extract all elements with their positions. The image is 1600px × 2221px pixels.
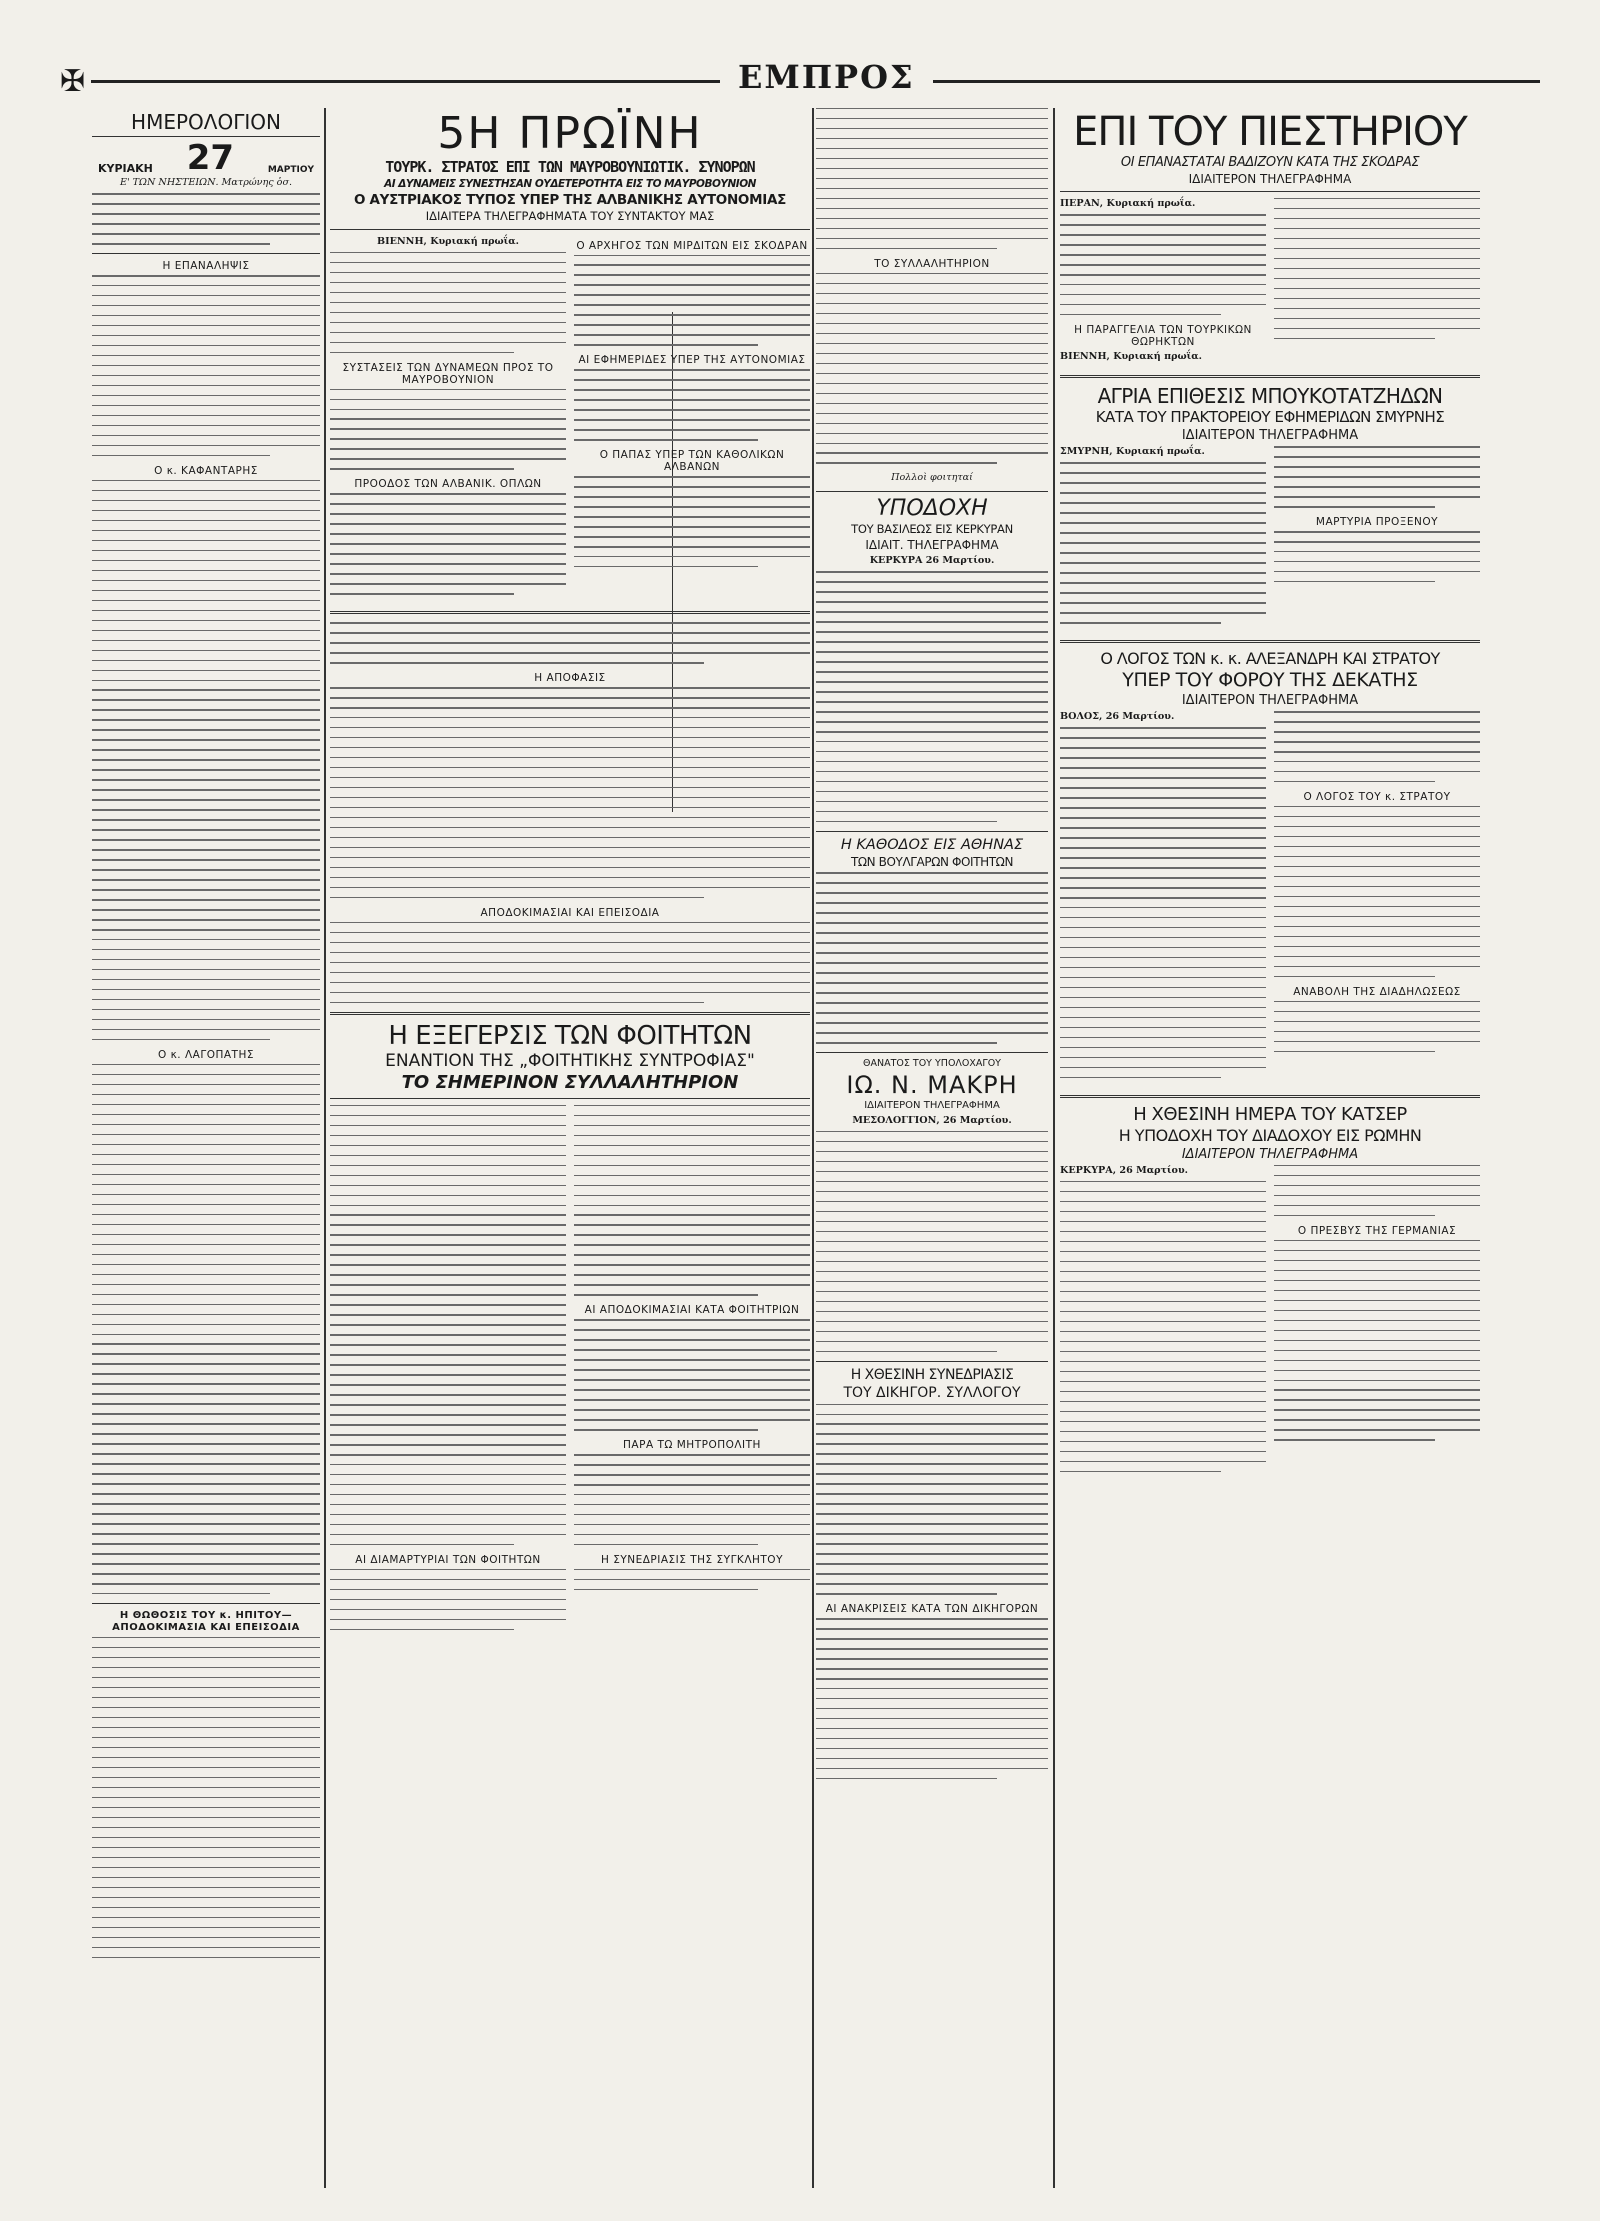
subheadline: ΘΑΝΑΤΟΣ ΤΟΥ ΥΠΟΛΟΧΑΓΟΥ (863, 1058, 1001, 1070)
section-heading: Η ΣΥΝΕΔΡΙΑΣΙΣ ΤΗΣ ΣΥΓΚΛΗΤΟΥ (600, 1554, 783, 1566)
article-text (1060, 214, 1266, 315)
headline: Η ΚΑΘΟΔΟΣ ΕΙΣ ΑΘΗΝΑΣ (840, 836, 1024, 853)
headline: Ο ΛΟΓΟΣ ΤΩΝ κ. κ. ΑΛΕΞΑΝΔΡΗ ΚΑΙ ΣΤΡΑΤΟΥ (1100, 649, 1440, 669)
article-text (574, 1105, 810, 1296)
section-heading: Ο ΠΑΠΑΣ ΥΠΕΡ ΤΩΝ ΚΑΘΟΛΙΚΩΝ ΑΛΒΑΝΩΝ (599, 449, 785, 474)
section-heading: ΑΙ ΕΦΗΜΕΡΙΔΕΣ ΥΠΕΡ ΤΗΣ ΑΥΤΟΝΟΜΙΑΣ (578, 354, 806, 367)
two-column-block (330, 236, 810, 604)
column-divider (324, 108, 326, 2188)
article-text (330, 1569, 566, 1630)
article-text (1274, 1001, 1480, 1052)
section-heading: ΑΠΟΔΟΚΙΜΑΣΙΑΙ ΚΑΙ ΕΠΕΙΣΟΔΙΑ (480, 906, 660, 919)
subheadline: ΙΔΙΑΙΤ. ΤΗΛΕΓΡΑΦΗΜΑ (865, 538, 999, 553)
headline: Η ΧΘΕΣΙΝΗ ΗΜΕΡΑ ΤΟΥ ΚΑΤΣΕΡ (1133, 1103, 1407, 1125)
subheadline: ΤΟΥ ΒΑΣΙΛΕΩΣ ΕΙΣ ΚΕΡΚΥΡΑΝ (851, 521, 1013, 536)
section-heading: ΣΥΣΤΑΣΕΙΣ ΤΩΝ ΔΥΝΑΜΕΩΝ ΠΡΟΣ ΤΟ ΜΑΥΡΟΒΟΥΝΙΟΝ (342, 361, 554, 386)
subcolumn-left (1060, 446, 1266, 632)
subheadline: ΙΔΙΑΙΤΕΡΑ ΤΗΛΕΓΡΑΦΗΜΑΤΑ ΤΟΥ ΣΥΝΤΑΚΤΟΥ ΜΑΣ (425, 209, 715, 223)
article-text (330, 252, 566, 353)
article-text (1274, 1240, 1480, 1441)
section-heading: Η ΘΩΘΟΣΙΣ ΤΟΥ κ. ΗΠΙΤΟΥ—ΑΠΟΔΟΚΙΜΑΣΙΑ ΚΑΙ ΕΠΕΙΣΟΔΙΑ (112, 1610, 300, 1634)
headline: ΤΟΥΡΚ. ΣΤΡΑΤΟΣ ΕΠΙ ΤΩΝ ΜΑΥΡΟΒΟΥΝΙΩΤΙΚ. ΣΥΝΟΡΩΝ (385, 158, 755, 176)
calendar-date (98, 138, 314, 178)
section-heading: ΤΟ ΣΥΛΛΑΛΗΤΗΡΙΟΝ (874, 257, 990, 270)
headline: Η ΧΘΕΣΙΝΗ ΣΥΝΕΔΡΙΑΣΙΣ (850, 1366, 1014, 1383)
section-heading: ΑΝΑΒΟΛΗ ΤΗΣ ΔΙΑΔΗΛΩΣΕΩΣ (1293, 985, 1461, 998)
subheadline: Ο ΑΥΣΤΡΙΑΚΟΣ ΤΥΠΟΣ ΥΠΕΡ ΤΗΣ ΑΛΒΑΝΙΚΗΣ ΑΥΤΟΝΟΜΙΑΣ (353, 191, 787, 208)
section-heading: ΠΡΟΟΔΟΣ ΤΩΝ ΑΛΒΑΝΙΚ. ΟΠΛΩΝ (354, 478, 542, 491)
subheadline: Η ΥΠΟΔΟΧΗ ΤΟΥ ΔΙΑΔΟΧΟΥ ΕΙΣ ΡΩΜΗΝ (1118, 1125, 1422, 1145)
section-heading: Η ΕΠΑΝΑΛΗΨΙΣ (162, 260, 250, 273)
subcolumn-left (330, 236, 566, 604)
article-text (330, 622, 810, 663)
article-text (330, 1105, 566, 1546)
article-text (92, 1637, 320, 1958)
column-divider (1053, 108, 1055, 2188)
subheadline: ΙΔΙΑΙΤΕΡΟΝ ΤΗΛΕΓΡΑΦΗΜΑ (1181, 428, 1359, 444)
article-text (1274, 446, 1480, 507)
subheadline: ΙΔΙΑΙΤΕΡΟΝ ΤΗΛΕΓΡΑΦΗΜΑ (1181, 1146, 1359, 1162)
headline: ΙΩ. Ν. ΜΑΚΡΗ (846, 1070, 1018, 1099)
section-heading: Η ΑΠΟΦΑΣΙΣ (534, 672, 606, 685)
subcolumn-left (1060, 711, 1266, 1087)
article-text (574, 1454, 810, 1545)
article-text (574, 476, 810, 567)
section-heading: ΑΙ ΑΝΑΚΡΙΣΕΙΣ ΚΑΤΑ ΤΩΝ ΔΙΚΗΓΟΡΩΝ (825, 1603, 1039, 1616)
dateline: ΒΙΕΝΝΗ, Κυριακή πρωΐα. (377, 235, 519, 247)
section-heading: Ο κ. ΚΑΦΑΝΤΑΡΗΣ (154, 464, 258, 477)
section-heading: ΠΑΡΑ ΤΩ ΜΗΤΡΟΠΟΛΙΤΗ (623, 1439, 761, 1452)
headline: ΥΠΟΔΟΧΗ (876, 495, 988, 521)
dateline: ΜΕΣΟΛΟΓΓΙΟΝ, 26 Μαρτίου. (852, 1114, 1012, 1126)
article-text (574, 1569, 810, 1590)
subheadline: ΚΑΤΑ ΤΟΥ ΠΡΑΚΤΟΡΕΙΟΥ ΕΦΗΜΕΡΙΔΩΝ ΣΜΥΡΝΗΣ (1095, 408, 1445, 427)
article-text (1274, 711, 1480, 782)
section-heading: Ο κ. ΛΑΓΟΠΑΤΗΣ (158, 1048, 254, 1061)
calendar-month: ΜΑΡΤΙΟΥ (267, 165, 314, 175)
article-text (92, 275, 320, 456)
subheadline: ΤΟΥ ΔΙΚΗΓΟΡ. ΣΥΛΛΟΓΟΥ (843, 1384, 1021, 1401)
subcolumn-right (1274, 198, 1480, 367)
two-column-block (330, 1105, 810, 1639)
subcolumn-right (574, 1105, 810, 1639)
article-text (1274, 806, 1480, 977)
article-text (816, 1131, 1048, 1352)
article-text (816, 872, 1048, 1043)
two-column-block (1060, 198, 1480, 367)
headline: 5Η ΠΡΩΪΝΗ (437, 108, 703, 159)
subheadline: ΕΝΑΝΤΙΟΝ ΤΗΣ „ΦΟΙΤΗΤΙΚΗΣ ΣΥΝΤΡΟΦΙΑΣ" (385, 1050, 755, 1071)
dateline: ΠΕΡΑΝ, Κυριακή πρωΐα. (1060, 198, 1196, 209)
column-4 (1060, 108, 1480, 2188)
masthead (60, 58, 1540, 99)
subheadline: ΑΙ ΔΥΝΑΜΕΙΣ ΣΥΝΕΣΤΗΣΑΝ ΟΥΔΕΤΕΡΟΤΗΤΑ ΕΙΣ ΤΟ ΜΑΥΡΟΒΟΥΝΙΟΝ (384, 178, 756, 190)
article-text (816, 108, 1048, 249)
article-text (330, 922, 810, 1003)
section-heading: ΑΙ ΔΙΑΜΑΡΤΥΡΙΑΙ ΤΩΝ ΦΟΙΤΗΤΩΝ (355, 1553, 541, 1566)
two-column-block (1060, 711, 1480, 1087)
subcolumn-left (1060, 1165, 1266, 1481)
article-text (1274, 531, 1480, 582)
article-text (1274, 198, 1480, 339)
article-text (92, 193, 320, 244)
dateline: ΒΟΛΟΣ, 26 Μαρτίου. (1060, 711, 1175, 723)
dateline: ΒΙΕΝΝΗ, Κυριακή πρωΐα. (1060, 351, 1202, 363)
subheadline: ΙΔΙΑΙΤΕΡΟΝ ΤΗΛΕΓΡΑΦΗΜΑ (1188, 172, 1352, 186)
article-text (330, 687, 810, 898)
subcolumn-right (1274, 711, 1480, 1087)
subcolumn-right (1274, 446, 1480, 632)
article-text (574, 255, 810, 346)
subheadline: ΤΟ ΣΗΜΕΡΙΝΟΝ ΣΥΛΛΑΛΗΤΗΡΙΟΝ (401, 1071, 739, 1093)
calendar-subtitle: Ε' ΤΩΝ ΝΗΣΤΕΙΩΝ. Ματρώνης ὁσ. (119, 177, 293, 188)
article-text (330, 493, 566, 594)
article-text (574, 1319, 810, 1430)
section-heading: Ο ΛΟΓΟΣ ΤΟΥ κ. ΣΤΡΑΤΟΥ (1303, 791, 1451, 804)
section-heading: ΜΑΡΤΥΡΙΑ ΠΡΟΞΕΝΟΥ (1315, 516, 1439, 529)
article-text (816, 1404, 1048, 1595)
calendar-number: 27 (186, 138, 235, 178)
subcolumn-left (1060, 198, 1266, 367)
subcolumn-left (330, 1105, 566, 1639)
article-text (816, 571, 1048, 822)
newspaper-name: ΕΜΠΡΟΣ (720, 58, 933, 96)
article-text (92, 480, 320, 1041)
dateline: ΚΕΡΚΥΡΑ, 26 Μαρτίου. (1060, 1164, 1188, 1176)
column-divider (812, 108, 814, 2188)
subheadline: ΙΔΙΑΙΤΕΡΟΝ ΤΗΛΕΓΡΑΦΗΜΑ (864, 1099, 1000, 1111)
section-heading: ΑΙ ΑΠΟΔΟΚΙΜΑΣΙΑΙ ΚΑΤΑ ΦΟΙΤΗΤΡΙΩΝ (584, 1304, 800, 1317)
column-1 (92, 108, 320, 2188)
subheadline: ΥΠΕΡ ΤΟΥ ΦΟΡΟΥ ΤΗΣ ΔΕΚΑΤΗΣ (1122, 669, 1418, 692)
article-text (1060, 462, 1266, 623)
signature-line: Πολλοὶ φοιτηταί (891, 472, 973, 484)
two-column-block (1060, 1165, 1480, 1481)
headline: ΑΓΡΙΑ ΕΠΙΘΕΣΙΣ ΜΠΟΥΚΟΤΑΤΖΗΔΩΝ (1097, 384, 1443, 409)
article-text (816, 1618, 1048, 1779)
section-heading: Η ΠΑΡΑΓΓΕΛΙΑ ΤΩΝ ΤΟΥΡΚΙΚΩΝ ΘΩΡΗΚΤΩΝ (1074, 324, 1252, 349)
two-column-block (1060, 446, 1480, 632)
calendar-heading: ΗΜΕΡΟΛΟΓΙΟΝ (92, 112, 320, 137)
dateline: ΣΜΥΡΝΗ, Κυριακή πρωΐα. (1060, 446, 1205, 458)
column-2 (330, 108, 810, 2188)
subcolumn-right (1274, 1165, 1480, 1481)
article-text (816, 273, 1048, 464)
dateline: ΚΕΡΚΥΡΑ 26 Μαρτίου. (869, 555, 995, 567)
column-3 (816, 108, 1048, 2188)
article-text (574, 369, 810, 440)
article-text (330, 389, 566, 470)
article-text (1060, 1181, 1266, 1472)
subheadline: ΙΔΙΑΙΤΕΡΟΝ ΤΗΛΕΓΡΑΦΗΜΑ (1181, 693, 1359, 709)
headline: Η ΕΞΕΓΕΡΣΙΣ ΤΩΝ ΦΟΙΤΗΤΩΝ (388, 1020, 752, 1051)
ornament-icon: ✠ (60, 64, 91, 99)
subheadline: ΟΙ ΕΠΑΝΑΣΤΑΤΑΙ ΒΑΔΙΖΟΥΝ ΚΑΤΑ ΤΗΣ ΣΚΟΔΡΑΣ (1120, 155, 1420, 170)
section-heading: Ο ΑΡΧΗΓΟΣ ΤΩΝ ΜΙΡΔΙΤΩΝ ΕΙΣ ΣΚΟΔΡΑΝ (576, 239, 808, 252)
article-text (1274, 1165, 1480, 1216)
article-text (1060, 727, 1266, 1078)
subheadline: ΤΩΝ ΒΟΥΛΓΑΡΩΝ ΦΟΙΤΗΤΩΝ (850, 855, 1014, 870)
article-text (92, 1064, 320, 1595)
section-heading: Ο ΠΡΕΣΒΥΣ ΤΗΣ ΓΕΡΜΑΝΙΑΣ (1297, 1224, 1457, 1237)
subcolumn-right (574, 236, 810, 604)
calendar-day: ΚΥΡΙΑΚΗ (98, 162, 153, 175)
headline: ΕΠΙ ΤΟΥ ΠΙΕΣΤΗΡΙΟΥ (1073, 109, 1467, 155)
